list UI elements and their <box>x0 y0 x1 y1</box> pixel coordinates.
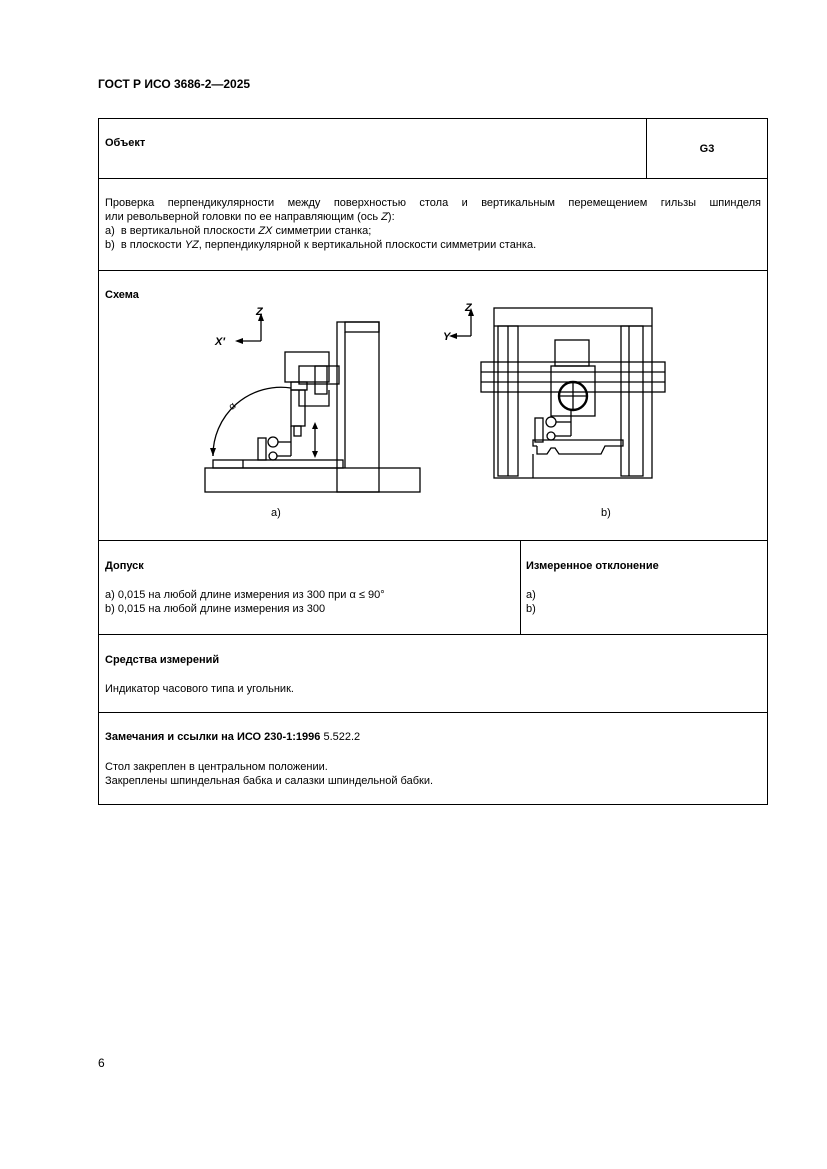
code-cell <box>646 119 767 178</box>
description-line-1: Проверка перпендикулярности между поверхностью стола и вертикальным перемещением гильзы шпинделя <box>105 197 761 209</box>
axis-z-italic: Z <box>381 211 388 223</box>
measured-label: Измеренное отклонение <box>526 560 659 572</box>
table-b <box>533 440 623 454</box>
diagram-a <box>203 306 433 501</box>
scheme-label: Схема <box>105 289 139 301</box>
remarks-line-2: Закреплены шпиндельная бабка и салазки шпиндельной бабки. <box>105 775 434 787</box>
measured-item-a: a) <box>526 589 536 601</box>
description-line-2-end: ): <box>387 211 395 223</box>
scheme-cell <box>99 270 767 540</box>
diagram-b <box>443 302 693 501</box>
measured-item-b: b) <box>526 603 536 615</box>
caption-b: b) <box>601 507 611 519</box>
item-b-text: в плоскости <box>120 239 185 251</box>
test-code: G3 <box>699 142 715 155</box>
tolerance-label: Допуск <box>105 560 144 572</box>
axis-z-label-left: Z <box>256 306 263 318</box>
instruments-cell <box>99 634 767 712</box>
description-item-b <box>105 238 536 252</box>
object-cell <box>99 119 646 178</box>
description-item-a <box>105 224 371 238</box>
remarks-reference: 5.522.2 <box>320 731 361 743</box>
remarks-label-text: Замечания и ссылки на ИСО 230-1:1996 <box>105 731 321 743</box>
item-b-end: , перпендикулярной к вертикальной плоскости симметрии станка. <box>198 239 537 251</box>
angle-label: α <box>226 400 239 413</box>
tolerance-item-b: b) 0,015 на любой длине измерения из 300 <box>105 603 326 615</box>
instruments-label: Средства измерений <box>105 654 220 666</box>
tolerance-cell <box>99 540 520 634</box>
square-block-b <box>535 418 543 442</box>
axis-z-label-right: Z <box>465 302 472 314</box>
caption-a: a) <box>271 507 281 519</box>
page-number: 6 <box>98 1056 105 1070</box>
angle-arc <box>213 387 291 456</box>
machine-table <box>213 460 343 468</box>
measured-cell <box>520 540 767 634</box>
description-cell <box>99 178 767 270</box>
item-a-marker: a) <box>105 225 115 237</box>
machine-base <box>205 468 420 492</box>
square-block <box>258 438 266 460</box>
axis-y-label-right: Y <box>443 331 451 343</box>
instruments-text: Индикатор часового типа и угольник. <box>105 683 294 695</box>
tolerance-item-a: a) 0,015 на любой длине измерения из 300 при α ≤ 90° <box>105 589 385 601</box>
object-label: Объект <box>105 137 146 149</box>
plane-yz-italic: YZ <box>184 239 199 251</box>
dial-indicator-b <box>546 417 556 427</box>
spindle-head <box>285 352 329 382</box>
item-a-text: в вертикальной плоскости <box>120 225 259 237</box>
remarks-cell <box>99 712 767 804</box>
remarks-label <box>105 731 360 743</box>
description-line-2 <box>105 210 395 224</box>
remarks-line-1: Стол закреплен в центральном положении. <box>105 761 328 773</box>
description-line-2-text: или револьверной головки по ее направляющим (ось <box>105 211 382 223</box>
spindle-sleeve <box>291 390 305 426</box>
item-a-end: симметрии станка; <box>272 225 372 237</box>
axis-x-label-left: X′ <box>215 336 225 348</box>
item-b-marker: b) <box>105 239 115 251</box>
test-card <box>98 118 768 805</box>
dial-indicator <box>268 437 278 447</box>
plane-zx-italic: ZX <box>258 225 273 237</box>
right-column <box>621 326 643 476</box>
document-header: ГОСТ Р ИСО 3686-2—2025 <box>98 77 251 91</box>
